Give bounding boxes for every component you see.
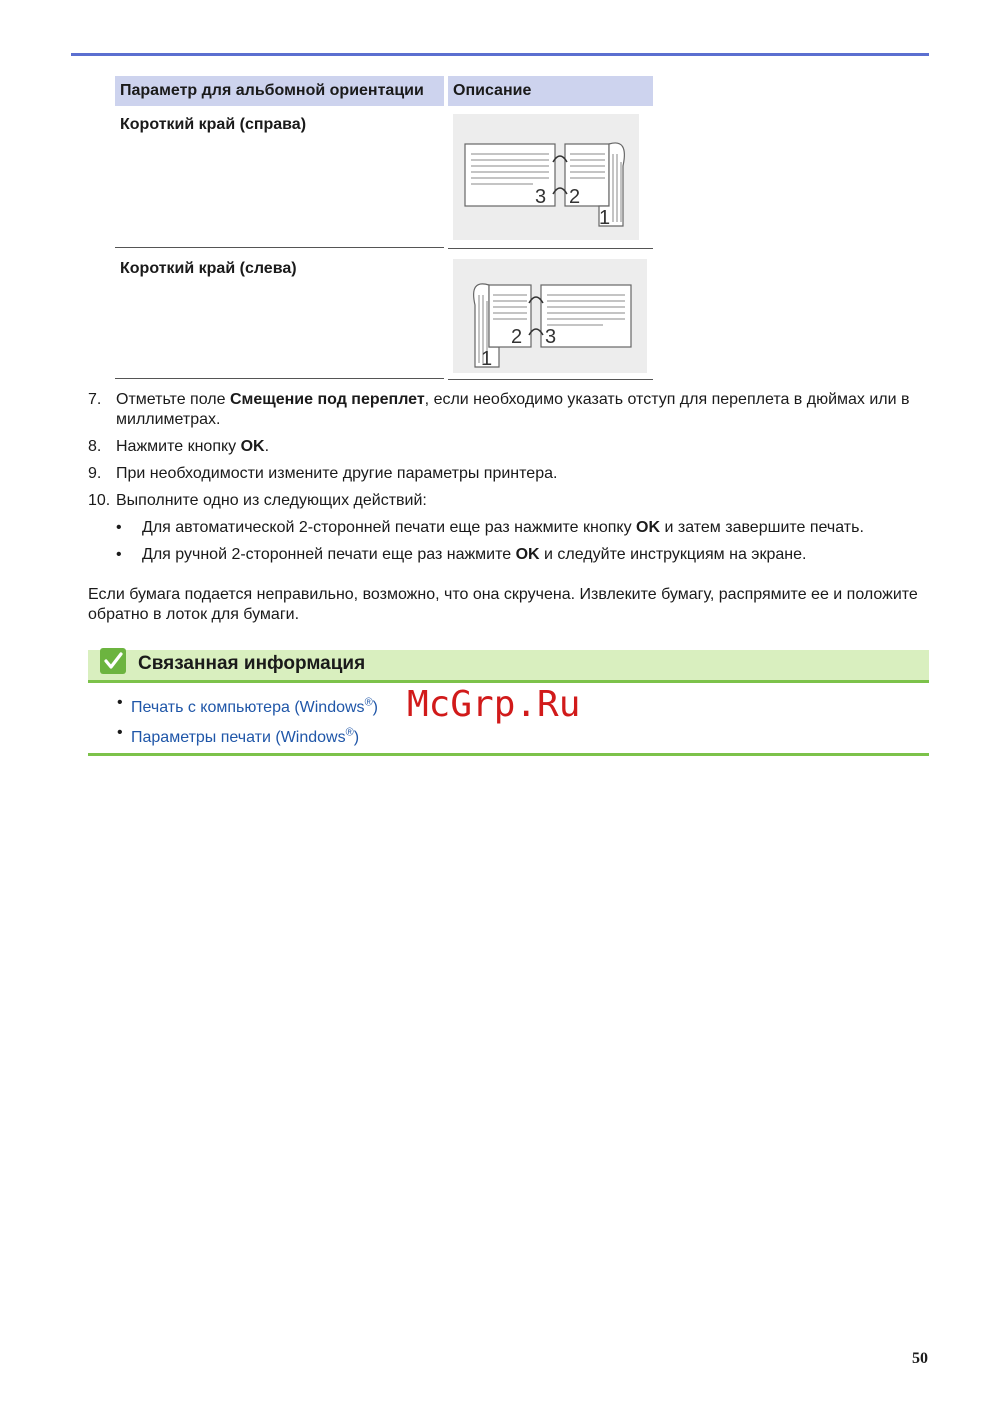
step-text-bold: Смещение под переплет: [229, 391, 425, 408]
bullet-text-part: Для автоматической 2-сторонней печати еще раз нажмите кнопку: [142, 519, 637, 536]
link-text-close: ): [353, 729, 360, 747]
link-print-from-computer[interactable]: [131, 699, 378, 716]
link-print-settings[interactable]: [131, 729, 359, 746]
step-text: [116, 390, 918, 430]
bullet-marker: •: [116, 519, 122, 536]
list-item: [117, 722, 378, 752]
page-number-label: 3: [545, 326, 557, 348]
related-info-title: Связанная информация: [138, 653, 366, 674]
bullet-text-part: Для ручной 2-сторонней печати еще раз нажмите: [142, 546, 516, 563]
bullet-text-bold: OK: [636, 519, 661, 536]
table-header-parameter: Параметр для альбомной ориентации: [115, 76, 444, 106]
table-row: [115, 249, 653, 380]
link-text: Параметры печати (Windows: [131, 729, 346, 747]
list-item: [116, 545, 918, 565]
bullet-text-part: и затем завершите печать.: [660, 519, 864, 536]
orientation-table: [115, 76, 653, 380]
step-text: При необходимости измените другие параметры принтера.: [116, 465, 558, 482]
watermark: McGrp.Ru: [407, 684, 581, 725]
steps-list: [88, 390, 918, 572]
table-header: [115, 76, 653, 106]
related-links: [117, 692, 378, 752]
page-number-label: 1: [481, 348, 493, 370]
page-number-label: 3: [535, 186, 547, 208]
top-rule: [71, 53, 929, 56]
step-text-part: Отметьте поле: [116, 391, 230, 408]
bullet-marker: •: [116, 546, 122, 563]
page-number-label: 2: [569, 186, 581, 208]
page-number-label: 1: [599, 207, 611, 229]
booklet-short-edge-left-illustration: [453, 259, 647, 373]
step-text-bold: OK: [240, 438, 265, 455]
list-item: [117, 692, 378, 722]
sub-bullet-list: [116, 518, 918, 565]
bullet-marker: •: [117, 724, 123, 741]
step-number: 7.: [88, 391, 102, 408]
check-icon: [100, 648, 126, 674]
list-item: [116, 518, 918, 538]
step-item: [88, 390, 918, 430]
step-text: [116, 437, 918, 457]
page-number: 50: [912, 1350, 928, 1367]
step-number: 9.: [88, 465, 102, 482]
step-text-part: , если необходимо указать отступ для переплета в дюймах или в миллиметрах.: [116, 391, 910, 428]
table-cell-description: [448, 106, 653, 249]
paper-note: Если бумага подается неправильно, возможно, что она скручена. Извлеките бумагу, распрямите ее и положите обратно в лоток для бумаги.: [88, 586, 918, 623]
bullet-text-bold: OK: [515, 546, 540, 563]
bottom-rule: [88, 753, 929, 756]
booklet-short-edge-right-illustration: [453, 114, 639, 240]
step-item: [88, 437, 918, 457]
registered-mark: ®: [364, 697, 373, 709]
table-cell-label: Короткий край (слева): [115, 249, 444, 379]
table-cell-description: [448, 249, 653, 380]
step-number: 10.: [88, 492, 111, 509]
table-row: [115, 106, 653, 249]
bullet-marker: •: [117, 694, 123, 711]
step-text-part: Нажмите кнопку: [116, 438, 241, 455]
step-item: [88, 464, 918, 484]
related-info-header: [88, 650, 929, 683]
page-number-label: 2: [511, 326, 523, 348]
step-text-part: .: [264, 438, 270, 455]
step-number: 8.: [88, 438, 102, 455]
step-item: [88, 491, 918, 565]
registered-mark: ®: [345, 727, 354, 739]
link-text: Печать с компьютера (Windows: [131, 699, 365, 717]
table-header-description: Описание: [448, 76, 653, 106]
step-text: Выполните одно из следующих действий:: [116, 492, 427, 509]
table-cell-label: Короткий край (справа): [115, 106, 444, 248]
bullet-text-part: и следуйте инструкциям на экране.: [539, 546, 807, 563]
link-text-close: ): [372, 699, 378, 717]
